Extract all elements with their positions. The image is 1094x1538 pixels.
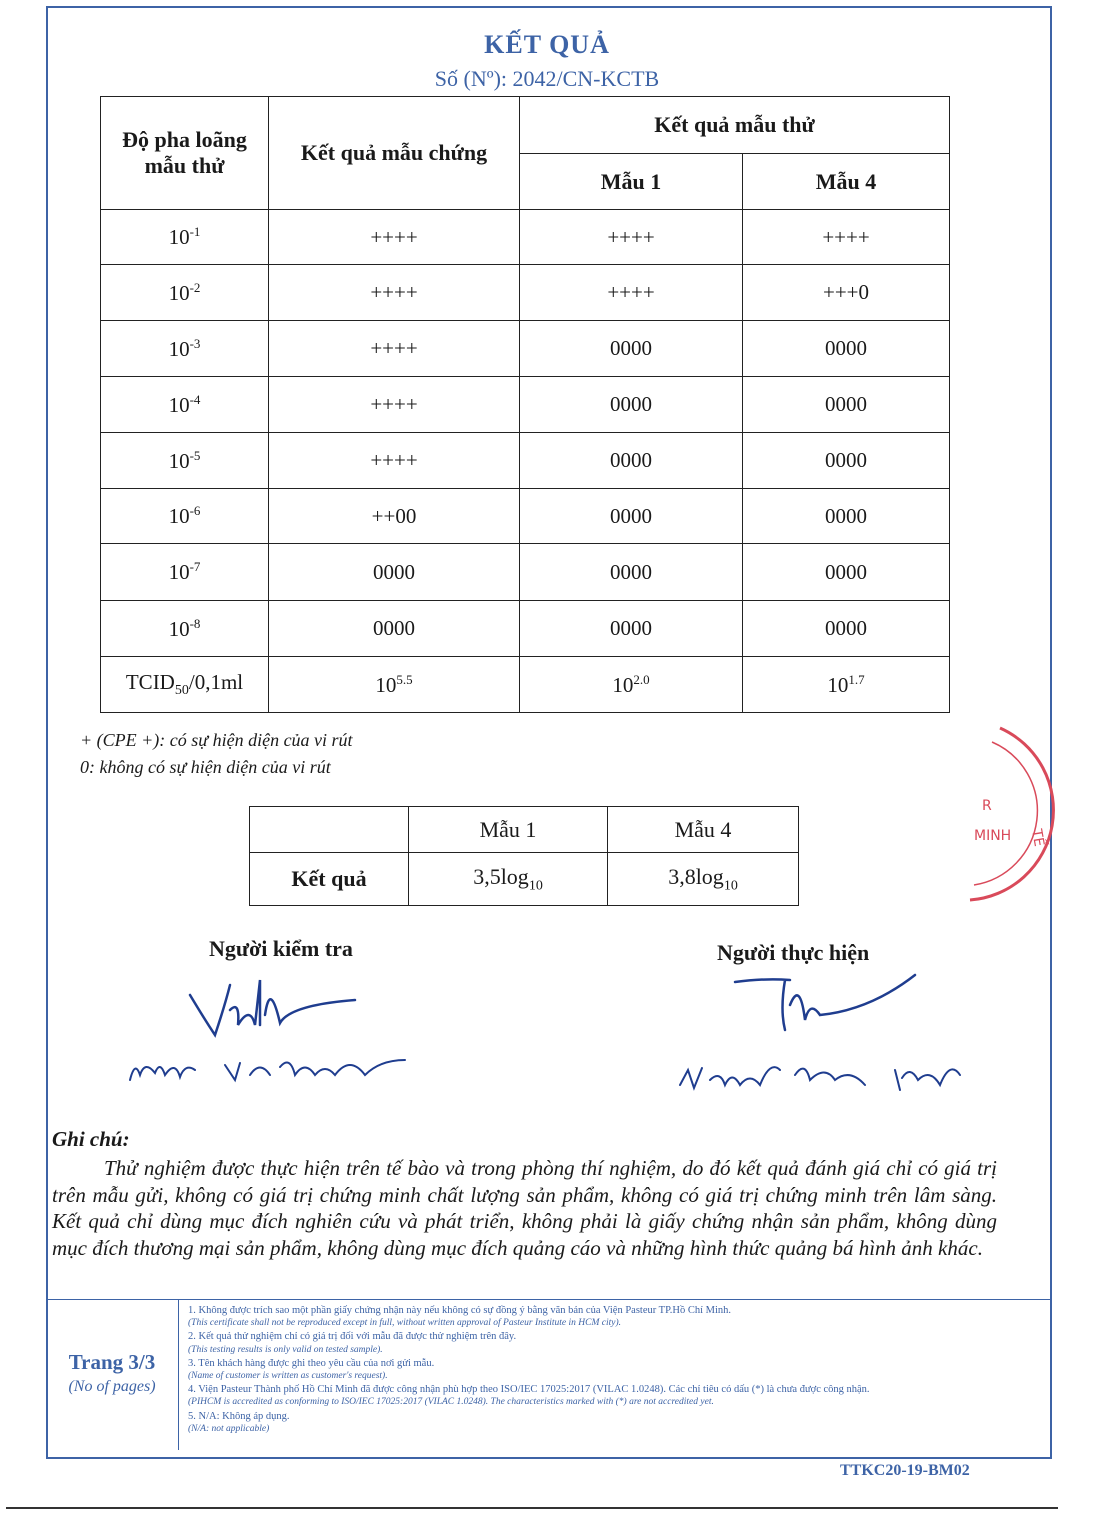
summary-value-4: $3,8\log_{10}$ (608, 853, 799, 906)
header-control: Kết quả mẫu chứng (269, 97, 520, 210)
header-dilution: Độ pha loãng mẫu thử (101, 97, 269, 210)
footer-note-en: (PIHCM is accredited as conforming to ISO/IEC 17025:2017 (VILAC 1.0248). The characteristics marked with (*) are not accredited yet. (188, 1397, 714, 1408)
sample-1-cell: 0000 (520, 433, 743, 489)
footer-page-cell (46, 1300, 179, 1450)
sample-4-cell: 0000 (743, 544, 950, 601)
legend-zero: 0: không có sự hiện diện của vi rút (80, 757, 331, 777)
page-number: Trang 3/3 (68, 1350, 156, 1374)
form-code: TTKC20-19-BM02 (840, 1462, 970, 1479)
sample-1-cell: 0000 (520, 544, 743, 601)
table-row (101, 265, 950, 321)
svg-text:MINH: MINH (974, 828, 1012, 844)
table-row (101, 210, 950, 265)
bottom-divider (6, 1507, 1058, 1509)
notes-title: Ghi chú: (52, 1127, 130, 1151)
tcid-control: $10^{5.5}$ (269, 657, 520, 713)
footer-note-vi: 5. N/A: Không áp dụng. (188, 1410, 290, 1422)
sample-1-cell: 0000 (520, 377, 743, 433)
performer-title: Người thực hiện (717, 940, 870, 965)
stamp-icon (960, 720, 1070, 910)
page-title: KẾT QUẢ (484, 30, 610, 59)
table-row (101, 544, 950, 601)
dilution-cell: $10^{-7}$ (101, 544, 269, 601)
notes-body: Thử nghiệm được thực hiện trên tế bào và trong phòng thí nghiệm, do đó kết quả đánh giá chỉ có giá trị trên mẫu gửi, không có giá trị chứng minh chất lượng sản phẩm, không có giá trị chứng minh trên lâm sàng. Kết quả chỉ dùng mục đích nghiên cứu và phát triển, không phải là giấy chứng nhận sản phẩm, không dùng mục đích thương mại sản phẩm, không dùng mục đích quảng cáo và những hình thức quảng bá hình ảnh khác. (52, 1156, 997, 1260)
control-cell: 0000 (269, 601, 520, 657)
tcid-sample-4: $10^{1.7}$ (743, 657, 950, 713)
tcid-label: $TCID_{50}/0,1ml$ (101, 657, 269, 713)
control-cell: ++++ (269, 210, 520, 265)
footer (46, 1299, 1052, 1450)
footer-note-vi: 3. Tên khách hàng được ghi theo yêu cầu của nơi gửi mẫu. (188, 1357, 435, 1369)
page-number-en: (No of pages) (68, 1378, 156, 1395)
footer-note-vi: 1. Không được trích sao một phần giấy chứng nhận này nếu không có sự đồng ý bằng văn bản của Viện Pasteur TP.Hồ Chí Minh. (188, 1305, 732, 1316)
control-cell: ++++ (269, 433, 520, 489)
control-cell: ++++ (269, 377, 520, 433)
sample-4-cell: 0000 (743, 601, 950, 657)
control-cell: ++++ (269, 321, 520, 377)
sample-4-cell: +++0 (743, 265, 950, 321)
footer-notes (188, 1304, 1048, 1436)
sample-1-cell: 0000 (520, 601, 743, 657)
control-cell: 0000 (269, 544, 520, 601)
table-row (101, 377, 950, 433)
summary-value-1: $3,5\log_{10}$ (409, 853, 608, 906)
sample-4-cell: 0000 (743, 377, 950, 433)
footer-note-en: (Name of customer is written as customer's request). (188, 1371, 388, 1382)
summary-row-label: Kết quả (250, 853, 409, 906)
legend-plus: + (CPE +): có sự hiện diện của vi rút (80, 730, 353, 750)
header-sample-1: Mẫu 1 (520, 154, 743, 210)
sample-4-cell: 0000 (743, 433, 950, 489)
checker-title: Người kiểm tra (209, 936, 353, 961)
footer-note-en: (This testing results is only valid on tested sample). (188, 1344, 383, 1355)
sample-1-cell: 0000 (520, 321, 743, 377)
dilution-cell: $10^{-2}$ (101, 265, 269, 321)
dilution-cell: $10^{-3}$ (101, 321, 269, 377)
dilution-cell: $10^{-1}$ (101, 210, 269, 265)
svg-text:TẾ: TẾ (1028, 827, 1047, 848)
sample-4-cell: 0000 (743, 321, 950, 377)
table-row (101, 601, 950, 657)
footer-note-vi: 4. Viện Pasteur Thành phố Hồ Chí Minh đã được công nhận phù hợp theo ISO/IEC 17025:2017 (VILAC 1.0248). Các chỉ tiêu có dấu (*) là chưa được công nhận. (188, 1384, 870, 1396)
dilution-cell: $10^{-8}$ (101, 601, 269, 657)
sample-1-cell: ++++ (520, 210, 743, 265)
document-number: Số (Nº): 2042/CN-KCTB (434, 66, 660, 91)
results-table (100, 96, 950, 713)
summary-header-sample-1: Mẫu 1 (409, 807, 608, 853)
sample-4-cell: 0000 (743, 489, 950, 544)
svg-text:R: R (982, 798, 992, 814)
table-row-tcid (101, 657, 950, 713)
header-sample-4: Mẫu 4 (743, 154, 950, 210)
checker-signature-icon (120, 975, 420, 1095)
summary-header-sample-4: Mẫu 4 (608, 807, 799, 853)
summary-table (249, 806, 799, 906)
control-cell: ++00 (269, 489, 520, 544)
sample-4-cell: ++++ (743, 210, 950, 265)
sample-1-cell: ++++ (520, 265, 743, 321)
footer-note-en: (This certificate shall not be reproduced except in full, without written approval of Pasteur Institute in HCM city). (188, 1318, 621, 1329)
dilution-cell: $10^{-4}$ (101, 377, 269, 433)
table-row (101, 489, 950, 544)
control-cell: ++++ (269, 265, 520, 321)
performer-signature-icon (670, 960, 970, 1110)
footer-note-vi: 2. Kết quả thử nghiệm chỉ có giá trị đối với mẫu đã được thử nghiệm trên đây. (188, 1331, 517, 1343)
dilution-cell: $10^{-5}$ (101, 433, 269, 489)
header-test-group: Kết quả mẫu thử (520, 97, 950, 154)
sample-1-cell: 0000 (520, 489, 743, 544)
footer-note-en: (N/A: not applicable) (188, 1423, 270, 1434)
table-row (101, 321, 950, 377)
summary-empty-cell (250, 807, 409, 853)
table-row (101, 433, 950, 489)
tcid-sample-1: $10^{2.0}$ (520, 657, 743, 713)
dilution-cell: $10^{-6}$ (101, 489, 269, 544)
